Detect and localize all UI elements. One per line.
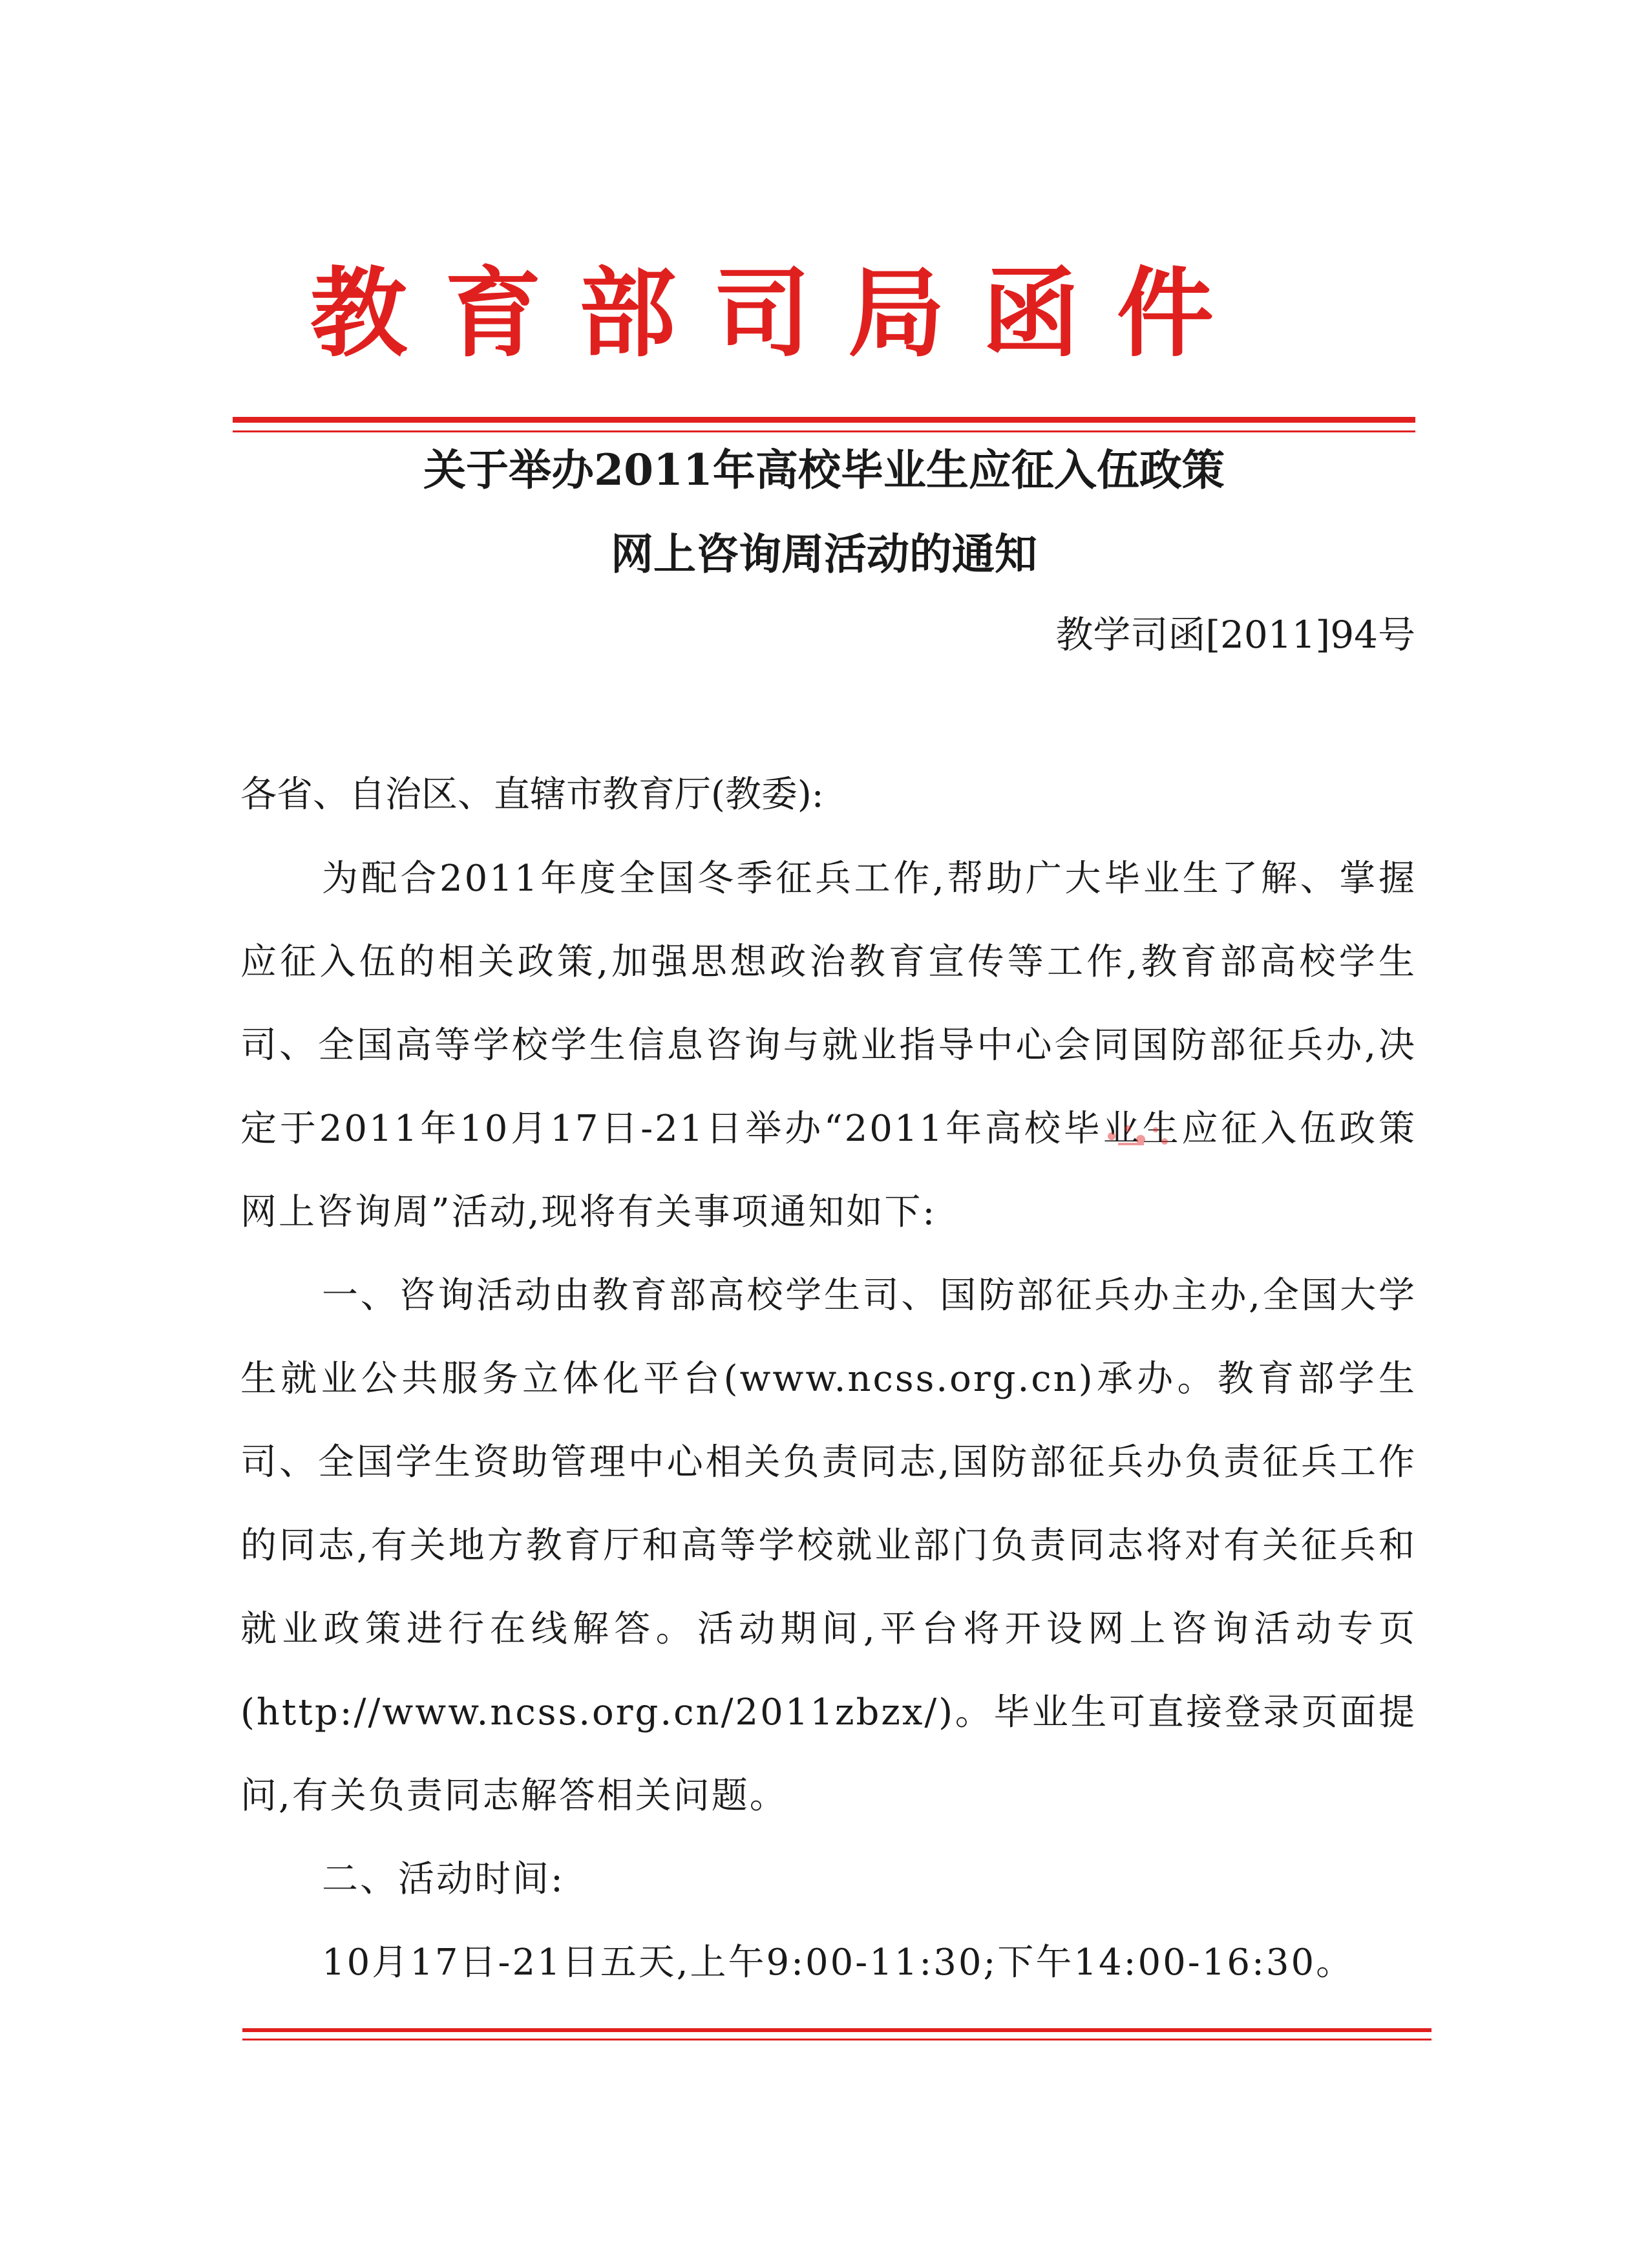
top-red-rule [233, 417, 1415, 423]
top-red-rule-thin [233, 430, 1415, 432]
bottom-red-rule [242, 2028, 1431, 2032]
bottom-red-rule-thin [242, 2039, 1431, 2040]
notice-title-line-1: 关于举办2011年高校毕业生应征入伍政策 [423, 445, 1225, 495]
paragraph-intro: 为配合2011年度全国冬季征兵工作,帮助广大毕业生了解、掌握应征入伍的相关政策,加强思想政治教育宣传等工作,教育部高校学生司、全国高等学校学生信息咨询与就业指导中心会同国防部征兵办,决定于2011年10月17日-21日举办“2011年高校毕业生应征入伍政策网上咨询周”活动,现将有关事项通知如下: [240, 858, 1417, 1233]
salutation: 各省、自治区、直辖市教育厅(教委): [240, 774, 824, 816]
notice-title-line-2: 网上咨询周活动的通知 [611, 529, 1037, 579]
paragraph-activity-time: 10月17日-21日五天,上午9:00-11:30;下午14:00-16:30。 [322, 1942, 1355, 1984]
paragraph-item-2-heading: 二、活动时间: [322, 1858, 565, 1900]
document-number: 教学司函[2011]94号 [1055, 613, 1415, 657]
masthead-title: 教育部司局函件 [310, 257, 1252, 370]
red-stamp-smudge [1092, 1110, 1189, 1156]
paragraph-item-1: 一、咨询活动由教育部高校学生司、国防部征兵办主办,全国大学生就业公共服务立体化平台(www.ncss.org.cn)承办。教育部学生司、全国学生资助管理中心相关负责同志,国防部征兵办负责征兵工作的同志,有关地方教育厅和高等学校就业部门负责同志将对有关征兵和就业政策进行在线解答。活动期间,平台将开设网上咨询活动专页(http://www.ncss.org.cn/2011zbzx/)。毕业生可直接登录页面提问,有关负责同志解答相关问题。 [240, 1275, 1417, 1817]
